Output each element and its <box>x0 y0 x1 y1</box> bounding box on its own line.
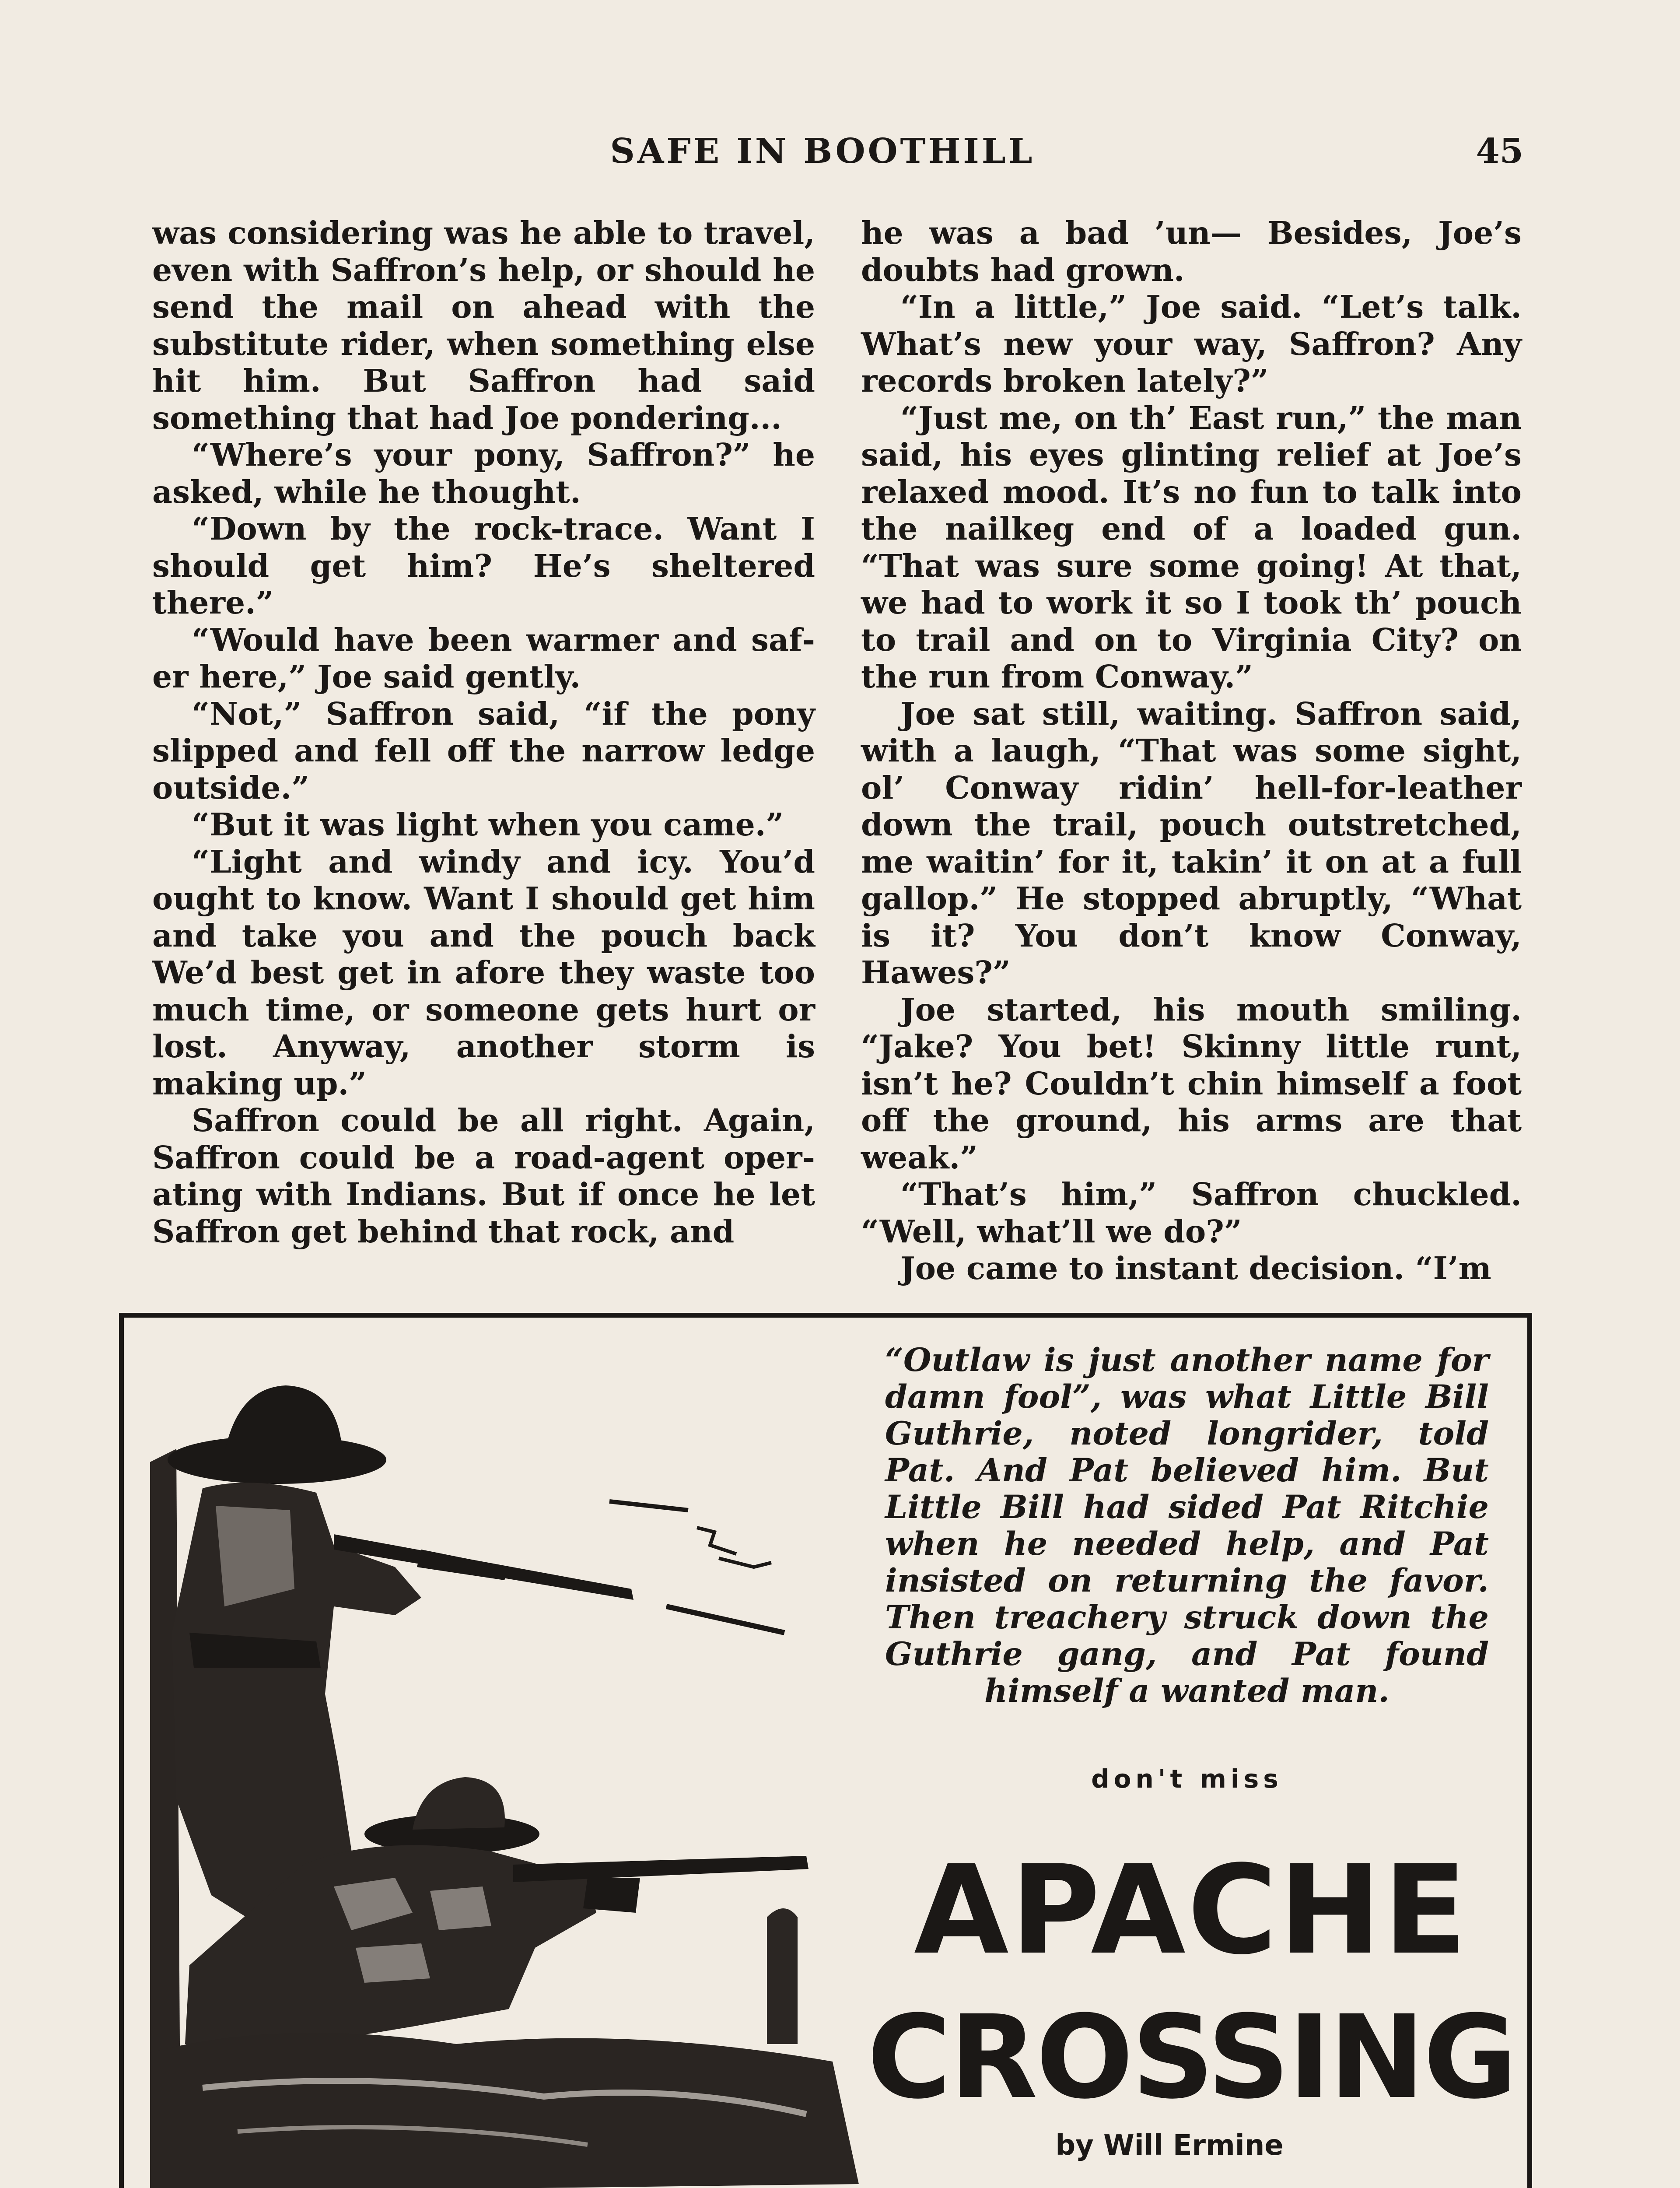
paragraph: “Where’s your pony, Saffron?” he asked, while he thought. <box>152 436 815 510</box>
paragraph: Saffron could be all right. Again, Saffron could be a road-agent operating with Indians. But if once he let Saffron get behind that rock, and <box>152 1102 815 1250</box>
right-column <box>861 214 1522 1287</box>
paragraph: “But it was light when you came.” <box>192 806 784 843</box>
advertisement-box <box>119 1313 1532 2188</box>
byline: by Will Ermine <box>1055 2129 1284 2162</box>
paragraph: “Just me, on th’ East run,” the man said, his eyes glinting relief at Joe’s relaxed mood. It’s no fun to talk into the nailkeg end of a loaded gun. “That was sure some going! At that, we had to work it so I took th’ pouch to trail and on to Virginia City? on the run from Conway.” <box>861 399 1522 695</box>
paragraph: Joe sat still, waiting. Saffron said, with a laugh, “That was some sight, ol’ Conway ridin’ hell-for-leather down the trail, pouch outstretched, me waitin’ for it, takin’ it on at a full gallop.” He stopped abruptly, “What is it? You don’t know Conway, Hawes?” <box>861 695 1522 991</box>
paragraph: “Not,” Saffron said, “if the pony slipped and fell off the narrow ledge outside.” <box>152 695 815 806</box>
story-title-line-2: CROSSING <box>867 1991 1516 2124</box>
paragraph: was considering was he able to travel, even with Saffron’s help, or should he send the mail on ahead with the substitute rider, when something else hit him. But Saffron had said something that had Joe pondering... <box>152 214 815 436</box>
running-head <box>0 131 1680 171</box>
paragraph: “That’s him,” Saffron chuckled. “Well, what’ll we do?” <box>861 1176 1522 1250</box>
paragraph: “In a little,” Joe said. “Let’s talk. What’s new your way, Saffron? Any records broken lately?” <box>861 288 1522 399</box>
two-gunmen-shooting-rifles-illustration <box>150 1361 868 2188</box>
left-column <box>152 214 815 1250</box>
paragraph: “Would have been warmer and safer here,” Joe said gently. <box>152 621 815 695</box>
paragraph: “Down by the rock-trace. Want I should get him? He’s sheltered there.” <box>152 510 815 621</box>
dont-miss-label: don't miss <box>1091 1764 1283 1794</box>
advertisement-blurb: “Outlaw is just another name for damn fool”, was what Little Bill Guthrie, noted longrider, told Pat. And Pat believed him. But Little Bill had sided Pat Ritchie when he needed help, and Pat insisted on returning the favor. Then treachery struck down the Guthrie gang, and Pat found himself a wanted man. <box>885 1341 1489 1710</box>
paragraph: Joe started, his mouth smiling. “Jake? You bet! Skinny little runt, isn’t he? Couldn’t chin himself a foot off the ground, his arms are that weak.” <box>861 991 1522 1176</box>
paragraph: “Light and windy and icy. You’d ought to know. Want I should get him and take you and the pouch back We’d best get in afore they waste too much time, or someone gets hurt or lost. Anyway, another storm is making up.” <box>152 843 815 1102</box>
page-number: 45 <box>1476 131 1523 171</box>
story-title-line-1: APACHE <box>914 1839 1469 1982</box>
paragraph: Joe came to instant decision. “I’m <box>900 1250 1491 1287</box>
running-title: SAFE IN BOOTHILL <box>610 131 1035 171</box>
paragraph: he was a bad ’un— Besides, Joe’s doubts had grown. <box>861 214 1522 288</box>
